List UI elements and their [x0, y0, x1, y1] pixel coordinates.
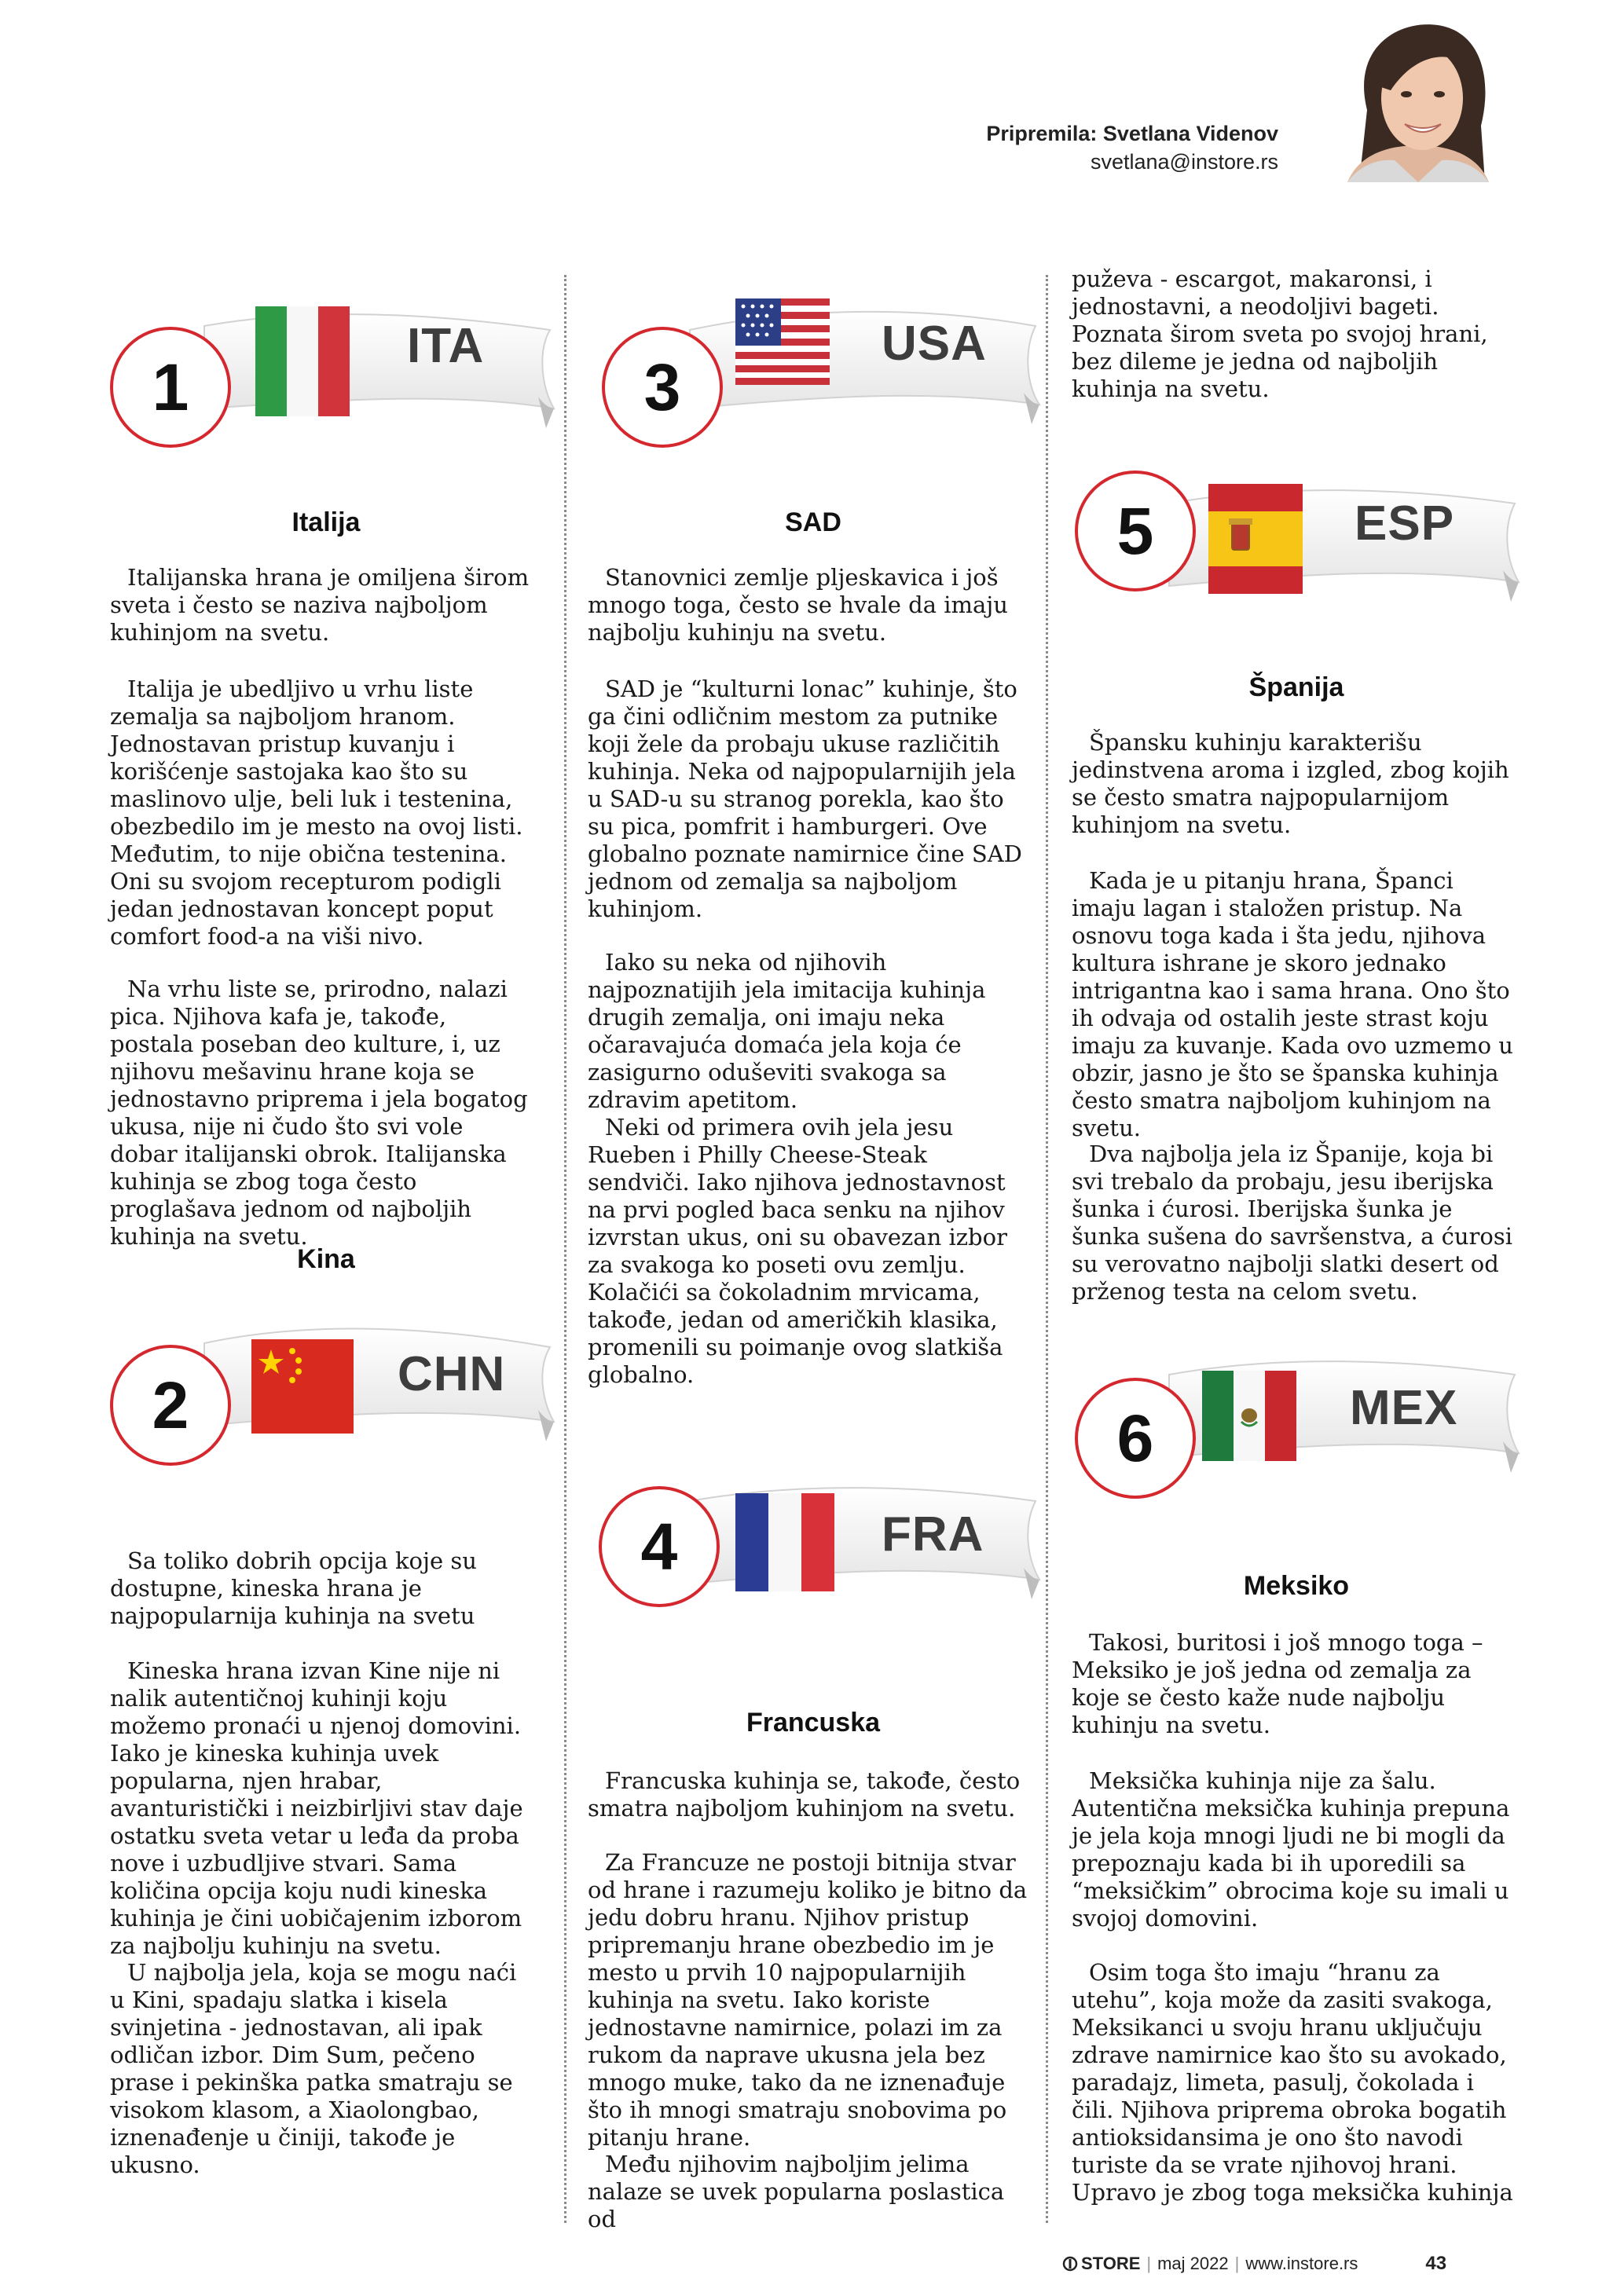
italija-para-3: Na vrhu liste se, prirodno, nalazi pica. Njihova kafa je, takođe, postala poseban deo kulture, i, uz njihovu mešavinu hrane koja se jednostavno priprema i jela bogatog ukusa, nije ni čudo što svi vole dobar italijanski obrok. Italijanska kuhinja se zbog toga često proglašava jednom od najboljih kuhinja na svetu.: [110, 976, 528, 1250]
page-footer: [1062, 2253, 1446, 2275]
rank-number-5: 5: [1075, 471, 1196, 591]
author-email: svetlana@instore.rs: [1090, 150, 1278, 174]
italy-flag-icon: [255, 306, 350, 416]
country-code-usa: USA: [882, 317, 987, 371]
badge-ita: [110, 291, 566, 448]
heading-francuska: Francuska: [746, 1708, 881, 1738]
francuska-para-2: Za Francuze ne postoji bitnija stvar od hrane i razumeju koliko je bitno da jedu dobru hranu. Njihov pristup pripremanju hrane obezbedio im je mesto u prvih 10 najpopularnijih kuhinja na svetu. Iako koriste jednostavne namirnice, polazi im za rukom da naprave ukusna jela bez mnogo muke, tako da ne iznenađuje što ih mnogi smatraju snobovima po pitanju hrane.: [588, 1849, 1028, 2151]
meksiko-para-2: Meksička kuhinja nije za šalu. Autentična meksička kuhinja prepuna je jela koja mnogi ljudi ne bi mogli da prepoznaju kada bi ih uporedili sa “meksičkim” obrocima koje su imali u svojoj domovini.: [1072, 1767, 1510, 1932]
badge-fra: [596, 1466, 1051, 1623]
france-flag-icon: [735, 1493, 834, 1591]
spanija-para-2: Kada je u pitanju hrana, Španci imaju lagan i staložen pristup. Na osnovu toga kada i šta jedu, njihova kultura ishrane je skoro jednako intrigantna kao i sama hrana. Ono što ih odvaja od ostalih jeste strast koju imaju za kuvanje. Kada ovo uzmemo u obzir, jasno je što se španska kuhinja često smatra najboljom kuhinjom na svetu.: [1072, 867, 1513, 1141]
italija-para-2: Italija je ubedljivo u vrhu liste zemalja sa najboljom hranom. Jednostavan pristup kuvanju i korišćenje sastojaka kao što su maslinovo ulje, beli luk i testenina, obezbedilo im je mesto na ovoj listi. Međutim, to nije obična testenina. Oni su svojom recepturom podigli jedan jednostavan koncept poput comfort food-a na viši nivo.: [110, 676, 523, 950]
column-separator-1: [564, 275, 566, 2223]
rank-number-2: 2: [110, 1345, 231, 1466]
author-photo: [1336, 16, 1501, 182]
spain-flag-icon: [1208, 484, 1303, 594]
rank-number-1: 1: [110, 327, 231, 448]
store-logo: [1062, 2254, 1140, 2274]
country-code-mex: MEX: [1350, 1381, 1458, 1435]
footer-separator: |: [1146, 2254, 1152, 2273]
kina-para-3: U najbolja jela, koja se mogu naći u Kini, spadaju slatka i kisela svinjetina - jednostavan, ali ipak odličan izbor. Dim Sum, pečeno prase i pekinška patka smatraju se visokom klasom, a Xiaolongbao, iznenađenje u činiji, takođe je ukusno.: [110, 1959, 517, 2178]
china-flag-icon: [251, 1339, 354, 1434]
country-code-esp: ESP: [1355, 496, 1455, 551]
rank-number-4: 4: [599, 1486, 720, 1607]
spanija-para-1: Špansku kuhinju karakterišu jedinstvena aroma i izgled, zbog kojih se često smatra najpopularnijom kuhinjom na svetu.: [1072, 729, 1509, 838]
italija-para-1: Italijanska hrana je omiljena širom sveta i često se naziva najboljom kuhinjom na svetu.: [110, 564, 530, 646]
sad-para-2: SAD je “kulturni lonac” kuhinje, što ga čini odličnim mestom za putnike koji žele da probaju ukuse različitih kuhinja. Neka od najpopularnijih jela u SAD-u su stranog porekla, kao što su pica, pomfrit i hamburgeri. Ove globalno poznate namirnice čine SAD jednom od zemalja sa najboljom kuhinjom.: [588, 676, 1022, 922]
spanija-para-3: Dva najbolja jela iz Španije, koja bi svi trebalo da probaju, jesu iberijska šunka i ćurosi. Iberijska šunka je šunka sušena do savršenstva, a ćurosi su verovatno najbolji slatki desert od prženog testa na celom svetu.: [1072, 1141, 1513, 1305]
heading-spanija: Španija: [1248, 672, 1344, 702]
rank-number-6: 6: [1075, 1378, 1196, 1499]
francuska-continuation: puževa - escargot, makaronsi, i jednostavni, a neodoljivi bageti. Poznata širom sveta po svojoj hrani, bez dileme je jedna od najboljih kuhinja na svetu.: [1072, 265, 1488, 402]
badge-esp: [1075, 468, 1531, 625]
heading-kina: Kina: [297, 1244, 355, 1274]
store-brand: STORE: [1081, 2254, 1141, 2273]
byline: [986, 119, 1278, 176]
footer-issue: maj 2022: [1157, 2254, 1229, 2273]
meksiko-para-3: Osim toga što imaju “hranu za utehu”, koja može da zasiti svakoga, Meksikanci u svoju hranu uključuju zdrave namirnice kao što su avokado, paradajz, limeta, pasulj, čokolada i čili. Njihova priprema obroka bogatih antioksidansima je ono što navodi turiste da se vrate njihovoj hrani. Upravo je zbog toga meksička kuhinja: [1072, 1959, 1513, 2206]
francuska-para-3: Među njihovim najboljim jelima nalaze se uvek popularna poslastica od: [588, 2151, 1005, 2232]
usa-flag-icon: [735, 298, 830, 385]
country-code-chn: CHN: [398, 1347, 506, 1401]
sad-para-1: Stanovnici zemlje pljeskavica i još mnogo toga, često se hvale da imaju najbolju kuhinju na svetu.: [588, 564, 1008, 646]
page-number: 43: [1425, 2253, 1447, 2274]
kina-para-1: Sa toliko dobrih opcija koje su dostupne, kineska hrana je najpopularnija kuhinja na svetu: [110, 1547, 477, 1629]
rank-number-3: 3: [602, 327, 723, 448]
footer-separator: |: [1234, 2254, 1240, 2273]
author-name: Pripremila: Svetlana Videnov: [986, 122, 1278, 145]
badge-mex: [1075, 1335, 1531, 1492]
country-code-ita: ITA: [407, 319, 485, 373]
heading-sad: SAD: [785, 507, 841, 537]
badge-chn: [110, 1304, 566, 1461]
sad-para-3: Iako su neka od njihovih najpoznatijih jela imitacija kuhinja drugih zemalja, oni imaju neka očaravajuća domaća jela koja će zasigurno oduševiti svakoga sa zdravim apetitom.: [588, 949, 986, 1113]
francuska-para-1: Francuska kuhinja se, takođe, često smatra najboljom kuhinjom na svetu.: [588, 1767, 1021, 1822]
column-separator-2: [1046, 275, 1048, 2223]
meksiko-para-1: Takosi, buritosi i još mnogo toga – Meksiko je još jedna od zemalja za koje se često kaže nude najbolju kuhinju na svetu.: [1072, 1629, 1483, 1738]
badge-usa: [596, 291, 1051, 448]
sad-para-4: Neki od primera ovih jela jesu Rueben i Philly Cheese-Steak sendviči. Iako njihova jednostavnost na prvi pogled baca senku na njihov izvrstan ukus, oni su obavezan izbor za svakoga ko poseti ovu zemlju. Kolačići sa čokoladnim mrvicama, takođe, jedan od američkih klasika, promenili su poimanje ovog slatkiša globalno.: [588, 1114, 1007, 1388]
footer-site[interactable]: www.instore.rs: [1245, 2254, 1358, 2273]
heading-italija: Italija: [291, 507, 361, 537]
country-code-fra: FRA: [882, 1507, 984, 1562]
mexico-flag-icon: [1202, 1371, 1296, 1461]
store-logo-icon: [1062, 2256, 1078, 2272]
heading-meksiko: Meksiko: [1243, 1571, 1350, 1601]
kina-para-2: Kineska hrana izvan Kine nije ni nalik autentičnoj kuhinji koju možemo pronaći u njenoj domovini. Iako je kineska kuhinja uvek popularna, njen hrabar, avanturistički i neizbirljivi stav daje ostatku sveta vetar u leđa da proba nove i uzbudljive stvari. Sama količina opcija koju nudi kineska kuhinja je čini uobičajenim izborom za najbolju kuhinju na svetu.: [110, 1657, 523, 1959]
